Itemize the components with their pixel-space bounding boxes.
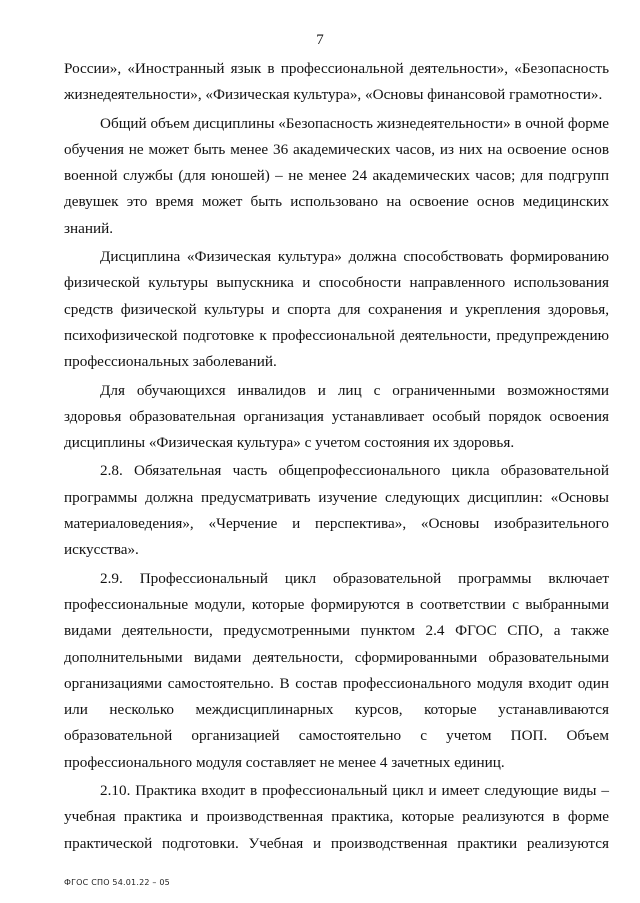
footer-document-code: ФГОС СПО 54.01.22 – 05 [64,878,170,887]
paragraph-physical-culture: Дисциплина «Физическая культура» должна способствовать формированию физической культуры выпускника и способности направленного использования средств физической культуры и спорта для сохранения и укрепления здоровья, психофизической подготовке к профессиональной деятельности, предупреждению профессиональных заболеваний. [64,248,609,371]
page-number: 7 [316,32,324,48]
paragraph-bzh-hours: Общий объем дисциплины «Безопасность жизнедеятельности» в очной форме обучения не может быть менее 36 академических часов, из них на освоение основ военной службы (для юношей) – не менее 24 академических часов; для подгрупп девушек это время может быть использовано на освоение основ медицинских знаний. [64,114,609,237]
paragraph-2-10: 2.10. Практика входит в профессиональный цикл и имеет следующие виды – учебная практика и производственная практика, которые реализуются в форме практической подготовки. Учебная и производственная практики реализуются [64,782,609,852]
body-text [64,56,609,857]
paragraph-2-8: 2.8. Обязательная часть общепрофессионального цикла образовательной программы должна предусматривать изучение следующих дисциплин: «Основы материаловедения», «Черчение и перспектива», «Основы изобразительного искусства». [64,462,609,559]
paragraph-disabled-students: Для обучающихся инвалидов и лиц с ограниченными возможностями здоровья образовательная организация устанавливает особый порядок освоения дисциплины «Физическая культура» с учетом состояния их здоровья. [64,381,609,452]
paragraph-2-9: 2.9. Профессиональный цикл образовательной программы включает профессиональные модули, которые формируются в соответствии с выбранными видами деятельности, предусмотренными пунктом 2.4 ФГОС СПО, а также дополнительными видами деятельности, сформированными образовательными организациями самостоятельно. В состав профессионального модуля входит один или несколько междисциплинарных курсов, которые устанавливаются образовательной организацией самостоятельно с учетом ПОП. Объем профессионального модуля составляет не менее 4 зачетных единиц. [64,569,609,771]
paragraph-continuation: России», «Иностранный язык в профессиональной деятельности», «Безопасность жизнедеятельности», «Физическая культура», «Основы финансовой грамотности». [64,60,609,104]
